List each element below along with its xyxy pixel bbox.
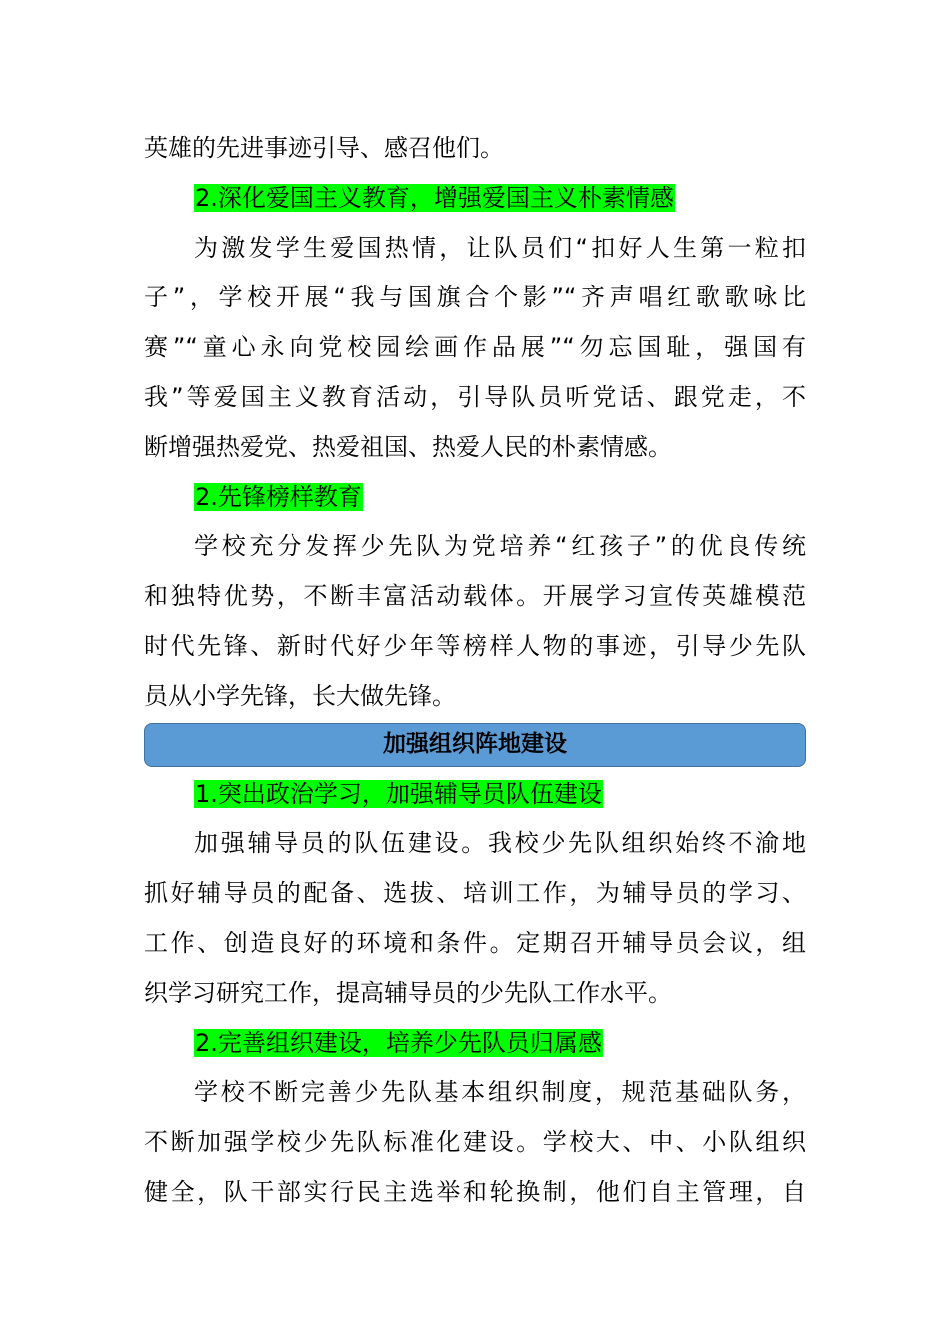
body-text-line: 时代先锋、新时代好少年等榜样人物的事迹，引导少先队 [144,631,806,660]
body-text-line: 赛”“童心永向党校园绘画作品展”“勿忘国耻，强国有 [144,333,806,362]
subheading-role-model-education [144,473,806,523]
body-text-line: 断增强热爱党、热爱祖国、热爱人民的朴素情感。 [144,432,672,461]
body-text-line: 健全，队干部实行民主选举和轮换制，他们自主管理，自 [144,1177,806,1206]
body-text-line: 学校不断完善少先队基本组织制度，规范基础队务， [194,1078,806,1107]
subheading-organization-building [144,1019,806,1069]
subheading-counselor-team [144,770,806,820]
section-banner: 加强组织阵地建设 [144,723,806,767]
body-text-line: 我”等爱国主义教育活动，引导队员听党话、跟党走，不 [144,382,806,411]
body-text-line: 员从小学先锋，长大做先锋。 [144,681,456,710]
highlighted-heading-text: 2.先锋榜样教育 [195,482,362,511]
body-text-line: 和独特优势，不断丰富活动载体。开展学习宣传英雄模范 [144,582,806,611]
body-text-line: 子”，学校开展“我与国旗合个影”“齐声唱红歌歌咏比 [144,283,806,312]
body-text-line: 工作、创造良好的环境和条件。定期召开辅导员会议，组 [144,928,806,957]
body-text-line: 英雄的先进事迹引导、感召他们。 [144,134,504,162]
body-text-line: 为激发学生爱国热情，让队员们“扣好人生第一粒扣 [194,233,806,262]
highlighted-heading-text: 1.突出政治学习，加强辅导员队伍建设 [195,779,602,808]
highlighted-heading-text: 2.深化爱国主义教育，增强爱国主义朴素情感 [195,183,674,212]
body-text-line: 加强辅导员的队伍建设。我校少先队组织始终不渝地 [194,829,806,858]
body-text-line: 抓好辅导员的配备、选拔、培训工作，为辅导员的学习、 [144,879,806,908]
body-text-line: 不断加强学校少先队标准化建设。学校大、中、小队组织 [144,1128,806,1157]
body-text-line: 学校充分发挥少先队为党培养“红孩子”的优良传统 [194,532,806,561]
highlighted-heading-text: 2.完善组织建设，培养少先队员归属感 [195,1028,602,1057]
document-body [144,124,806,1218]
subheading-patriotic-education [144,174,806,224]
body-text-line: 织学习研究工作，提高辅导员的少先队工作水平。 [144,978,672,1007]
